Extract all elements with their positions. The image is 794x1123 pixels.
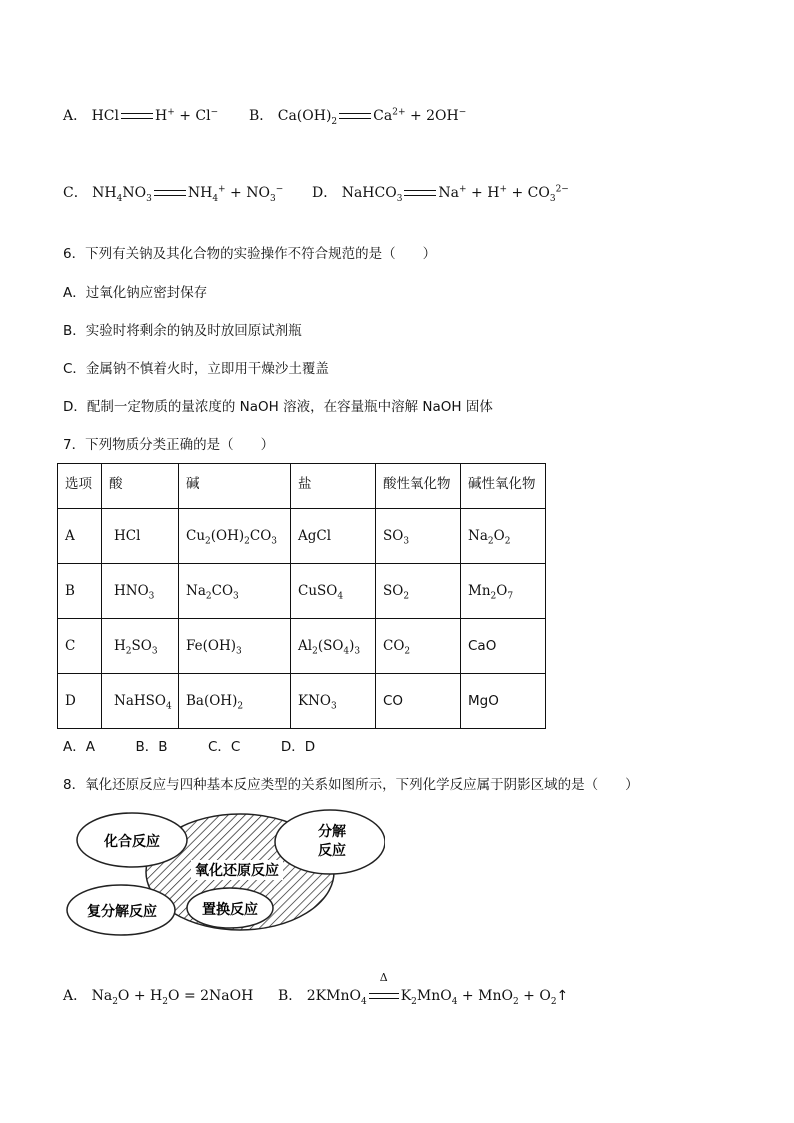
cell-option: A bbox=[58, 509, 102, 564]
header-acidic-oxide: 酸性氧化物 bbox=[376, 464, 461, 509]
heat-symbol: Δ bbox=[379, 971, 388, 984]
header-acid: 酸 bbox=[102, 464, 179, 509]
header-basic-oxide: 碱性氧化物 bbox=[461, 464, 546, 509]
cell-option: B bbox=[58, 564, 102, 619]
decomposition-ellipse bbox=[275, 810, 385, 874]
q5-option-a: A． HCl H+ + Cl− bbox=[63, 107, 219, 124]
reaction-types-venn-diagram bbox=[65, 808, 385, 938]
cell-salt: AgCl bbox=[291, 509, 376, 564]
q8-stem: 8．氧化还原反应与四种基本反应类型的关系如图所示，下列化学反应属于阴影区域的是（ ） bbox=[63, 777, 639, 793]
cell-acid: $HNO_3$ bbox=[102, 564, 179, 619]
q7-choices: A．A B．B C．C D．D bbox=[63, 739, 316, 755]
cell-base: $Ba(OH)_2$ bbox=[179, 674, 291, 729]
decomposition-label-line1: 分解 bbox=[318, 824, 346, 840]
cell-acidic-oxide: CO bbox=[376, 674, 461, 729]
q6-option-c: C．金属钠不慎着火时，立即用干燥沙土覆盖 bbox=[63, 361, 329, 377]
cell-acid: $H_2SO_3$ bbox=[102, 619, 179, 674]
q8-option-a: A． $Na_2O + H_2O$ = 2NaOH bbox=[63, 988, 254, 1007]
cell-salt: $KNO_3$ bbox=[291, 674, 376, 729]
q5-option-c: C． $NH_4NO_3$ $NH_4^+ + NO_3^-$ bbox=[63, 184, 284, 204]
q5-option-b: B． $Ca(OH)_2$ $Ca^{2+} + 2OH^-$ bbox=[249, 107, 467, 127]
cell-salt: $Al_2(SO_4)_3$ bbox=[291, 619, 376, 674]
cell-option: C bbox=[58, 619, 102, 674]
cell-basic-oxide: $Na_2O_2$ bbox=[461, 509, 546, 564]
gas-arrow-icon: ↑ bbox=[556, 988, 569, 1004]
table-row bbox=[58, 509, 546, 564]
header-base: 碱 bbox=[179, 464, 291, 509]
cell-base: $Na_2CO_3$ bbox=[179, 564, 291, 619]
q7-stem: 7．下列物质分类正确的是（ ） bbox=[63, 437, 275, 453]
q6-option-a: A．过氧化钠应密封保存 bbox=[63, 285, 208, 301]
header-option: 选项 bbox=[58, 464, 102, 509]
table-row bbox=[58, 619, 546, 674]
cell-basic-oxide: $Mn_2O_7$ bbox=[461, 564, 546, 619]
cell-option: D bbox=[58, 674, 102, 729]
cell-base: $Fe(OH)_3$ bbox=[179, 619, 291, 674]
redox-label: 氧化还原反应 bbox=[195, 863, 279, 879]
q6-option-d: D．配制一定物质的量浓度的 NaOH 溶液，在容量瓶中溶解 NaOH 固体 bbox=[63, 399, 493, 415]
decomposition-label-line2: 反应 bbox=[318, 843, 346, 859]
q8-option-b: B． 2KMnO$_4$ Δ $K_2MnO_4 + MnO_2$ + $O_2↑$ bbox=[278, 986, 568, 1006]
table-header-row bbox=[58, 464, 546, 509]
cell-salt: CuSO$_4$ bbox=[291, 564, 376, 619]
cell-acidic-oxide: $CO_2$ bbox=[376, 619, 461, 674]
displacement-label: 置换反应 bbox=[202, 902, 258, 918]
cell-basic-oxide: MgO bbox=[461, 674, 546, 729]
cell-acid: HCl bbox=[102, 509, 179, 564]
cell-acidic-oxide: $SO_2$ bbox=[376, 564, 461, 619]
double-decomposition-label: 复分解反应 bbox=[87, 904, 157, 920]
q6-stem: 6．下列有关钠及其化合物的实验操作不符合规范的是（ ） bbox=[63, 246, 437, 262]
table-row bbox=[58, 674, 546, 729]
combination-label: 化合反应 bbox=[104, 834, 160, 850]
cell-acidic-oxide: $SO_3$ bbox=[376, 509, 461, 564]
header-salt: 盐 bbox=[291, 464, 376, 509]
cell-basic-oxide: CaO bbox=[461, 619, 546, 674]
cell-acid: NaHSO$_4$ bbox=[102, 674, 179, 729]
q5-option-d: D． NaHCO$_3$ $Na^+ + H^+ + CO_3^{2-}$ bbox=[312, 184, 569, 204]
table-row bbox=[58, 564, 546, 619]
q6-option-b: B．实验时将剩余的钠及时放回原试剂瓶 bbox=[63, 323, 302, 339]
cell-base: $Cu_2(OH)_2CO_3$ bbox=[179, 509, 291, 564]
classification-table bbox=[57, 463, 546, 729]
